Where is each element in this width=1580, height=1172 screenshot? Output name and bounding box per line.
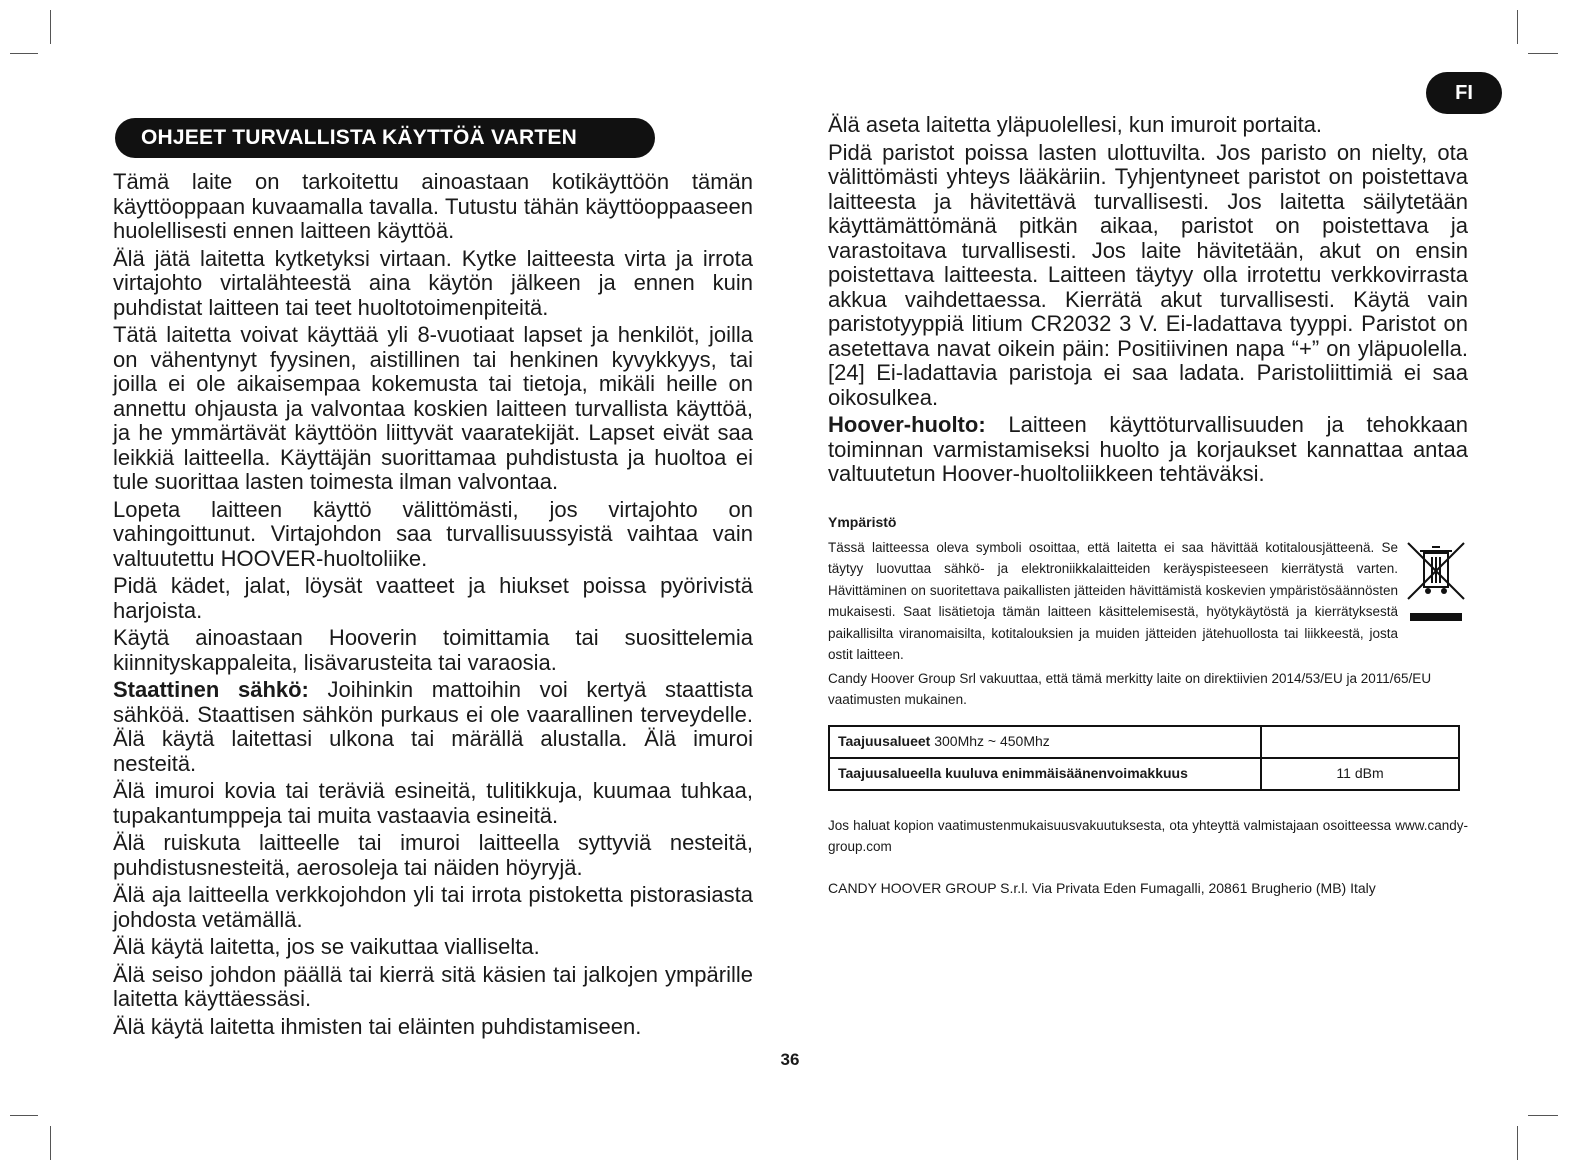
address-text: CANDY HOOVER GROUP S.r.l. Via Privata Eden Fumagalli, 20861 Brugherio (MB) Italy bbox=[828, 879, 1376, 896]
paragraph-text: Älä imuroi kovia tai teräviä esineitä, tulitikkuja, kuumaa tuhkaa, tupakantumppeja tai muita vastaavia esineitä. bbox=[113, 778, 753, 828]
crop-mark bbox=[1528, 1115, 1558, 1116]
paragraph-text: Älä aseta laitetta yläpuolellesi, kun imuroit portaita. bbox=[828, 112, 1323, 137]
paragraph-text: Tämä laite on tarkoitettu ainoastaan kotikäyttöön tämän käyttöoppaan kuvaamalla tavalla. Tutustu tähän käyttöoppaaseen huolellisesti ennen laitteen käyttöä. bbox=[113, 169, 753, 243]
paragraph bbox=[113, 883, 753, 932]
paragraph-heading: Staattinen sähkö: bbox=[113, 677, 309, 702]
paragraph bbox=[113, 498, 753, 572]
paragraph-text: Joihinkin mattoihin voi kertyä staattista sähköä. Staattisen sähkön purkaus ei ole vaarallinen terveydelle. Älä käytä laitettasi ulkona tai märällä alustalla. Älä imuroi nesteitä. bbox=[113, 677, 753, 776]
paragraph-text: Lopeta laitteen käyttö välittömästi, jos virtajohto on vahingoittunut. Virtajohdon saa turvallisuussyistä vaihtaa vain valtuutettu HOOVER-huoltoliike. bbox=[113, 496, 753, 571]
table-row bbox=[829, 726, 1459, 758]
section-title: OHJEET TURVALLISTA KÄYTTÖÄ VARTEN bbox=[115, 118, 655, 158]
paragraph bbox=[113, 678, 753, 776]
table-cell-label: Taajuusalueella kuuluva enimmäisäänenvoimakkuus bbox=[829, 758, 1261, 790]
frequency-table bbox=[828, 725, 1460, 791]
table-cell-value: 11 dBm bbox=[1261, 758, 1459, 790]
paragraph bbox=[113, 963, 753, 1012]
paragraph-text: Älä jätä laitetta kytketyksi virtaan. Kytke laitteesta virta ja irrota virtajohto virtalähteestä aina käytön jälkeen ja ennen kuin puhdistat laitteen tai teet huoltotoimenpiteitä. bbox=[113, 245, 753, 320]
paragraph-text: Älä ruiskuta laitteelle tai imuroi laitteella syttyviä nesteitä, puhdistusnesteitä, aerosoleja tai näiden höyryjä. bbox=[113, 830, 753, 880]
paragraph bbox=[113, 1015, 753, 1040]
right-paragraphs bbox=[828, 113, 1468, 487]
paragraph bbox=[113, 574, 753, 623]
table-row bbox=[829, 758, 1459, 790]
paragraph-text: Käytä ainoastaan Hooverin toimittamia tai suosittelemia kiinnityskappaleita, lisävarusteita tai varaosia. bbox=[113, 625, 753, 675]
paragraph-text: Pidä paristot poissa lasten ulottuvilta. Jos paristo on nielty, ota välittömästi yhteys lääkäriin. Tyhjentyneet paristot on poistettava laitteesta ja hävitettävä turvallisesti. Jos laitetta säilytetään käyttämättömänä pitkän aikaa, paristot on poistettava ja varastoitava turvallisesti. Jos laite hävitetään, akut on ensin poistettava laitteesta. Laitteen täytyy olla irrotettu verkkovirrasta akkua vaihdettaessa. Kierrätä akut turvallisesti. Käytä vain paristotyyppiä litium CR2032 3 V. Ei-ladattava tyyppi. Paristot on asetettava navat oikein päin: Positiivinen napa “+” on yläpuolella. [24] Ei-ladattavia paristoja ei saa ladata. Paristoliittimiä ei saa oikosulkea. bbox=[828, 139, 1468, 410]
environment-block bbox=[828, 537, 1468, 666]
table-cell-value bbox=[1261, 726, 1459, 758]
crop-mark bbox=[1517, 10, 1518, 44]
paragraph-text: Älä käytä laitetta, jos se vaikuttaa vialliselta. bbox=[113, 934, 540, 959]
language-badge: FI bbox=[1426, 72, 1502, 114]
paragraph-heading: Hoover-huolto: bbox=[828, 412, 986, 437]
crossed-out-wheelie-bin-icon bbox=[1404, 539, 1468, 623]
paragraph-text: Laitteen käyttöturvallisuuden ja tehokkaan toiminnan varmistamiseksi huolto ja korjaukset kannattaa antaa valtuutetun Hoover-huoltoliikkeen tehtäväksi. bbox=[828, 412, 1468, 486]
paragraph-text: Älä seiso johdon päällä tai kierrä sitä käsien tai jalkojen ympärille laitetta käyttäessäsi. bbox=[113, 961, 753, 1011]
paragraph bbox=[113, 170, 753, 244]
paragraph-text: Tätä laitetta voivat käyttää yli 8-vuotiaat lapset ja henkilöt, joilla on vähentynyt fyysinen, aistillinen tai henkinen kyvykkyys, tai joilla ei ole aikaisempaa kokemusta tai tietoja, mikäli heille on annettu ohjausta ja valvontaa koskien laitteen turvallista käyttöä, ja he ymmärtävät käyttöön liittyvät vaaratekijät. Lapset eivät saa leikkiä laitteella. Käyttäjän suorittamaa puhdistusta ja huoltoa ei tule suorittaa lasten toimesta ilman valvontaa. bbox=[113, 322, 753, 494]
right-column bbox=[828, 113, 1468, 898]
paragraph-text: Älä käytä laitetta ihmisten tai eläinten puhdistamiseen. bbox=[113, 1013, 642, 1039]
paragraph bbox=[828, 113, 1468, 138]
table-cell-label bbox=[829, 726, 1261, 758]
crop-mark bbox=[50, 1126, 51, 1160]
paragraph-text: Pidä kädet, jalat, löysät vaatteet ja hiukset poissa pyörivistä harjoista. bbox=[113, 573, 753, 623]
page-number: 36 bbox=[780, 1050, 800, 1069]
crop-mark bbox=[50, 10, 51, 44]
paragraph bbox=[113, 831, 753, 880]
paragraph bbox=[828, 141, 1468, 411]
left-column bbox=[113, 170, 753, 1042]
crop-mark bbox=[10, 53, 38, 54]
paragraph-text: Älä aja laitteella verkkojohdon yli tai irrota pistoketta pistorasiasta johdosta vetämällä. bbox=[113, 882, 753, 932]
environment-text: Tässä laitteessa oleva symboli osoittaa, että laitetta ei saa hävittää kotitalousjätteenä. Se täytyy luovuttaa sähkö- ja elektroniikkalaitteiden keräyspisteeseen kierrätystä varten. Hävittäminen on suoritettava paikallisten jätteiden hävittämistä koskevien ympäristösäännösten mukaisesti. Saat lisätietoja tämän laitteen käsittelemisestä, hyötykäytöstä ja kierrätyksestä paikallisilta viranomaisilta, kotitalouksien ja muiden jätteiden jätehuollosta tai liikkeestä, josta ostit laitteen. bbox=[828, 539, 1398, 662]
declaration-text: Candy Hoover Group Srl vakuuttaa, että tämä merkitty laite on direktiivien 2014/53/EU ja 2011/65/EU vaatimusten mukainen. bbox=[828, 670, 1432, 707]
paragraph bbox=[113, 323, 753, 495]
paragraph bbox=[113, 626, 753, 675]
crop-mark bbox=[1528, 53, 1558, 54]
paragraph bbox=[828, 413, 1468, 487]
paragraph bbox=[113, 779, 753, 828]
paragraph bbox=[113, 247, 753, 321]
frequency-label: Taajuusalueet bbox=[838, 733, 931, 750]
environment-title: Ympäristö bbox=[828, 513, 897, 530]
paragraph bbox=[113, 935, 753, 960]
crop-mark bbox=[10, 1115, 38, 1116]
frequency-range: 300Mhz ~ 450Mhz bbox=[930, 733, 1050, 750]
contact-text: Jos haluat kopion vaatimustenmukaisuusvakuutuksesta, ota yhteyttä valmistajaan osoitteessa www.candy-group.com bbox=[828, 817, 1468, 854]
crop-mark bbox=[1517, 1126, 1518, 1160]
